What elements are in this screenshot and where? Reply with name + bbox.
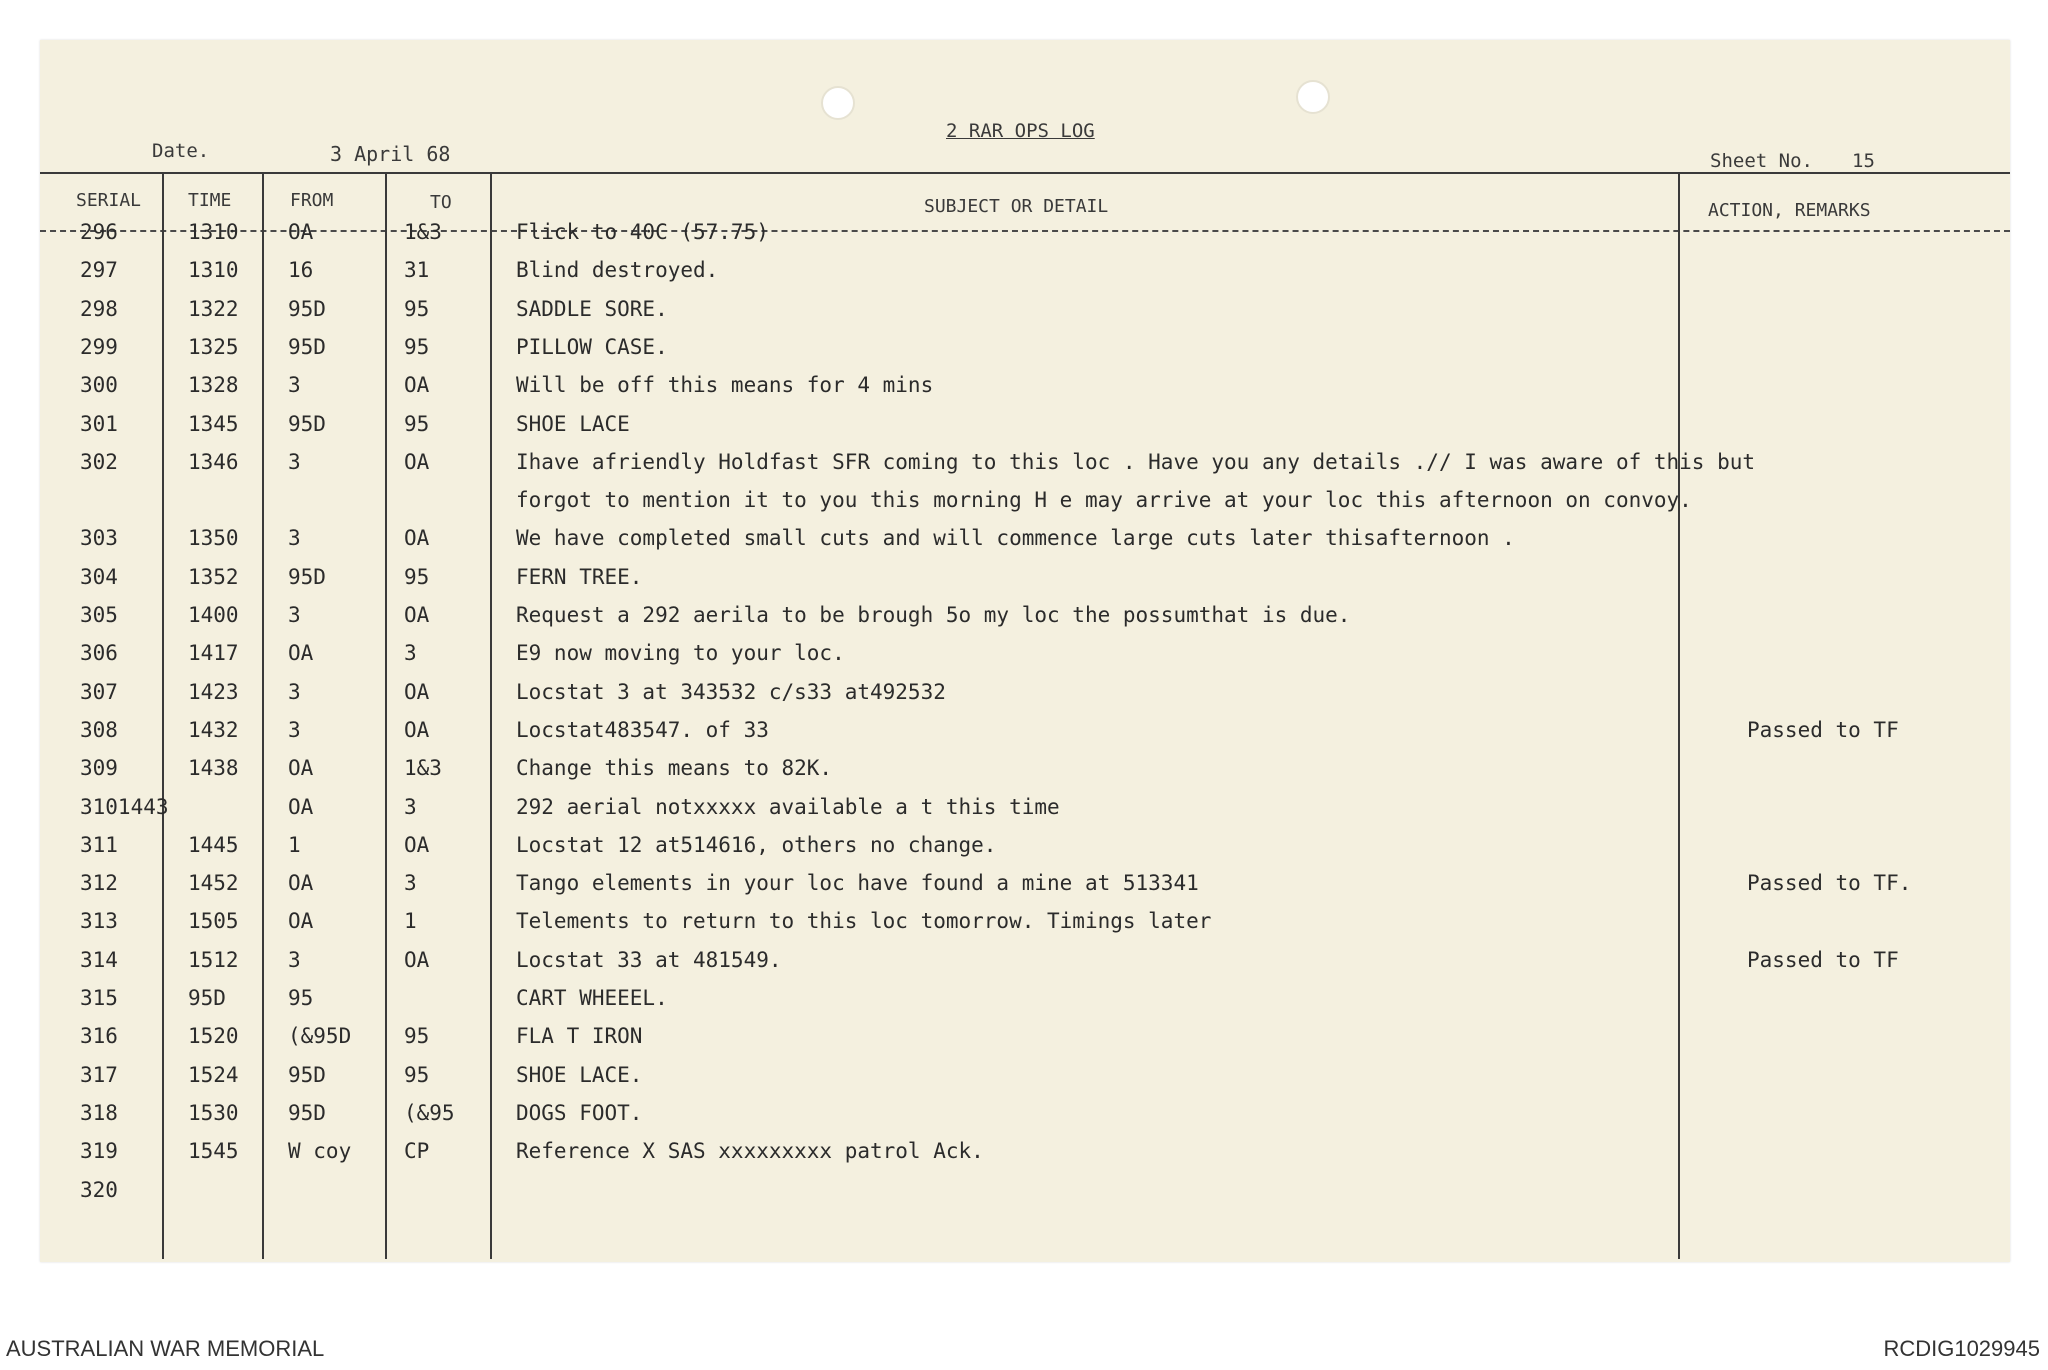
cell-subject: We have completed small cuts and will commence large cuts later thisafternoon .	[516, 526, 1515, 551]
cell-time: 1328	[188, 373, 239, 398]
cell-serial: 312	[80, 871, 118, 896]
table-row	[40, 787, 2010, 825]
cell-subject: DOGS FOOT.	[516, 1100, 643, 1125]
cell-serial: 307	[80, 679, 118, 704]
col-header-serial: SERIAL	[76, 190, 142, 211]
cell-subject: E9 now moving to your loc.	[516, 641, 845, 666]
cell-serial: 303	[80, 526, 118, 551]
cell-from: 95D	[288, 411, 326, 436]
cell-to: 95	[404, 564, 430, 589]
table-row	[40, 1093, 2010, 1131]
cell-to: 95	[404, 1024, 430, 1049]
col-header-action: ACTION, REMARKS	[1708, 200, 1871, 221]
cell-time: 1445	[188, 832, 239, 857]
cell-action: Passed to TF.	[1747, 871, 1912, 896]
cell-serial: 308	[80, 717, 118, 742]
punch-hole-left	[821, 86, 855, 120]
cell-subject: Locstat 12 at514616, others no change.	[516, 832, 997, 857]
cell-to: 1&3	[404, 756, 442, 781]
table-row	[40, 633, 2010, 671]
header-top-rule	[40, 172, 2010, 174]
cell-to: OA	[404, 373, 430, 398]
cell-subject: Change this means to 82K.	[516, 756, 833, 781]
cell-from: 95D	[288, 1100, 326, 1125]
cell-to: CP	[404, 1139, 430, 1164]
cell-serial: 3101443	[80, 794, 169, 819]
cell-from: 1	[288, 832, 301, 857]
cell-serial: 309	[80, 756, 118, 781]
cell-to: OA	[404, 717, 430, 742]
cell-to: 95	[404, 411, 430, 436]
cell-subject: Tango elements in your loc have found a mine at 513341	[516, 871, 1199, 896]
cell-time: 1545	[188, 1139, 239, 1164]
cell-time: 1432	[188, 717, 239, 742]
cell-from: 3	[288, 373, 301, 398]
cell-subject: Blind destroyed.	[516, 258, 719, 283]
col-header-subject: SUBJECT OR DETAIL	[924, 196, 1109, 217]
cell-to: (&95	[404, 1100, 455, 1125]
table-row	[40, 1016, 2010, 1054]
cell-subject: Reference X SAS xxxxxxxxx patrol Ack.	[516, 1139, 984, 1164]
cell-time: 1505	[188, 909, 239, 934]
cell-subject: FERN TREE.	[516, 564, 643, 589]
cell-to: 95	[404, 296, 430, 321]
cell-from: 16	[288, 258, 314, 283]
cell-time: 1345	[188, 411, 239, 436]
cell-time: 1322	[188, 296, 239, 321]
cell-to: OA	[404, 947, 430, 972]
table-row	[40, 1170, 2010, 1208]
cell-to: OA	[404, 832, 430, 857]
cell-time: 1417	[188, 641, 239, 666]
cell-serial: 319	[80, 1139, 118, 1164]
col-header-time: TIME	[188, 190, 232, 211]
cell-from: 3	[288, 603, 301, 627]
cell-to: 1&3	[404, 220, 442, 244]
table-row	[40, 365, 2010, 403]
sheet-label: Sheet No.	[1710, 150, 1813, 172]
table-row	[40, 978, 2010, 1016]
page-title: 2 RAR OPS LOG	[946, 120, 1095, 142]
table-row	[40, 327, 2010, 365]
cell-time: 1325	[188, 334, 239, 359]
cell-from: 95	[288, 986, 314, 1010]
cell-serial: 314	[80, 947, 118, 972]
cell-serial: 317	[80, 1062, 118, 1087]
cell-to: OA	[404, 449, 430, 474]
cell-to: 3	[404, 871, 417, 896]
cell-subject: 292 aerial notxxxxx available a t this time	[516, 794, 1060, 819]
table-row	[40, 595, 2010, 633]
cell-subject: PILLOW CASE.	[516, 334, 668, 359]
cell-from: 3	[288, 717, 301, 742]
table-row	[40, 901, 2010, 939]
table-row	[40, 825, 2010, 863]
cell-subject: Will be off this means for 4 mins	[516, 373, 934, 398]
cell-subject: forgot to mention it to you this morning H e may arrive at your loc this afternoon on convoy.	[516, 488, 1692, 513]
cell-time: 1423	[188, 679, 239, 704]
table-row	[40, 518, 2010, 556]
cell-from: 95D	[288, 564, 326, 589]
cell-from: 95D	[288, 1062, 326, 1087]
cell-serial: 306	[80, 641, 118, 666]
cell-from: OA	[288, 909, 314, 934]
footer-left: AUSTRALIAN WAR MEMORIAL	[6, 1336, 325, 1361]
col-header-to: TO	[430, 192, 452, 213]
cell-subject: SHOE LACE	[516, 411, 630, 436]
cell-from: OA	[288, 641, 314, 666]
cell-from: 3	[288, 679, 301, 704]
cell-serial: 315	[80, 986, 118, 1010]
date-label: Date.	[152, 140, 210, 162]
cell-to: 95	[404, 1062, 430, 1087]
cell-time: 1400	[188, 603, 239, 627]
cell-serial: 313	[80, 909, 118, 934]
table-row	[40, 212, 2010, 250]
date-value: 3 April 68	[330, 142, 451, 166]
cell-time: 1310	[188, 220, 239, 244]
cell-serial: 298	[80, 296, 118, 321]
cell-time: 1438	[188, 756, 239, 781]
cell-from: W coy	[288, 1139, 352, 1164]
table-row	[40, 404, 2010, 442]
cell-to: 3	[404, 641, 417, 666]
cell-to: 3	[404, 794, 417, 819]
cell-subject: Locstat483547. of 33	[516, 717, 769, 742]
cell-serial: 297	[80, 258, 118, 283]
table-row	[40, 1055, 2010, 1093]
cell-time: 1512	[188, 947, 239, 972]
cell-time: 1350	[188, 526, 239, 551]
cell-subject: Locstat 33 at 481549.	[516, 947, 782, 972]
cell-to: OA	[404, 603, 430, 627]
cell-to: 31	[404, 258, 430, 283]
footer-right: RCDIG1029945	[1883, 1336, 2040, 1361]
cell-from: OA	[288, 756, 314, 781]
cell-subject: SHOE LACE.	[516, 1062, 643, 1087]
cell-time: 95D	[188, 986, 226, 1010]
table-row	[40, 289, 2010, 327]
table-row	[40, 863, 2010, 901]
cell-from: 3	[288, 526, 301, 551]
table-row	[40, 748, 2010, 786]
table-row	[40, 710, 2010, 748]
cell-from: (&95D	[288, 1024, 352, 1049]
cell-time: 1346	[188, 449, 239, 474]
cell-from: 95D	[288, 296, 326, 321]
cell-subject: Locstat 3 at 343532 c/s33 at492532	[516, 679, 946, 704]
cell-from: OA	[288, 871, 314, 896]
table-row	[40, 480, 2010, 518]
cell-subject: FLA T IRON	[516, 1024, 643, 1049]
table-row	[40, 250, 2010, 288]
cell-serial: 299	[80, 334, 118, 359]
table-row	[40, 672, 2010, 710]
cell-serial: 311	[80, 832, 118, 857]
cell-time: 1520	[188, 1024, 239, 1049]
cell-from: 3	[288, 947, 301, 972]
cell-serial: 305	[80, 603, 118, 627]
sheet-value: 15	[1852, 150, 1875, 172]
log-sheet	[40, 40, 2010, 1262]
table-row	[40, 1131, 2010, 1169]
cell-serial: 301	[80, 411, 118, 436]
cell-time: 1352	[188, 564, 239, 589]
col-header-from: FROM	[290, 190, 334, 211]
table-row	[40, 442, 2010, 480]
cell-subject: CART WHEEEL.	[516, 986, 668, 1010]
cell-time: 1530	[188, 1100, 239, 1125]
cell-serial: 316	[80, 1024, 118, 1049]
punch-hole-right	[1296, 80, 1330, 114]
cell-serial: 300	[80, 373, 118, 398]
cell-to: OA	[404, 679, 430, 704]
cell-to: OA	[404, 526, 430, 551]
cell-serial: 296	[80, 220, 118, 244]
cell-to: 95	[404, 334, 430, 359]
cell-time: 1310	[188, 258, 239, 283]
table-row	[40, 557, 2010, 595]
cell-subject: Ihave afriendly Holdfast SFR coming to this loc . Have you any details .// I was aware of this but	[516, 449, 1756, 474]
cell-serial: 304	[80, 564, 118, 589]
cell-subject: SADDLE SORE.	[516, 296, 668, 321]
cell-serial: 302	[80, 449, 118, 474]
cell-from: 3	[288, 449, 301, 474]
cell-from: OA	[288, 794, 314, 819]
cell-action: Passed to TF	[1747, 947, 1899, 972]
cell-from: OA	[288, 220, 314, 244]
cell-to: 1	[404, 909, 417, 934]
cell-subject: Flick to 40C (57.75)	[516, 220, 769, 244]
cell-subject: Request a 292 aerila to be brough 5o my loc the possumthat is due.	[516, 603, 1351, 627]
cell-time: 1524	[188, 1062, 239, 1087]
table-row	[40, 940, 2010, 978]
cell-serial: 318	[80, 1100, 118, 1125]
cell-subject: Telements to return to this loc tomorrow. Timings later	[516, 909, 1212, 934]
cell-from: 95D	[288, 334, 326, 359]
cell-serial: 320	[80, 1177, 118, 1202]
cell-action: Passed to TF	[1747, 717, 1899, 742]
cell-time: 1452	[188, 871, 239, 896]
